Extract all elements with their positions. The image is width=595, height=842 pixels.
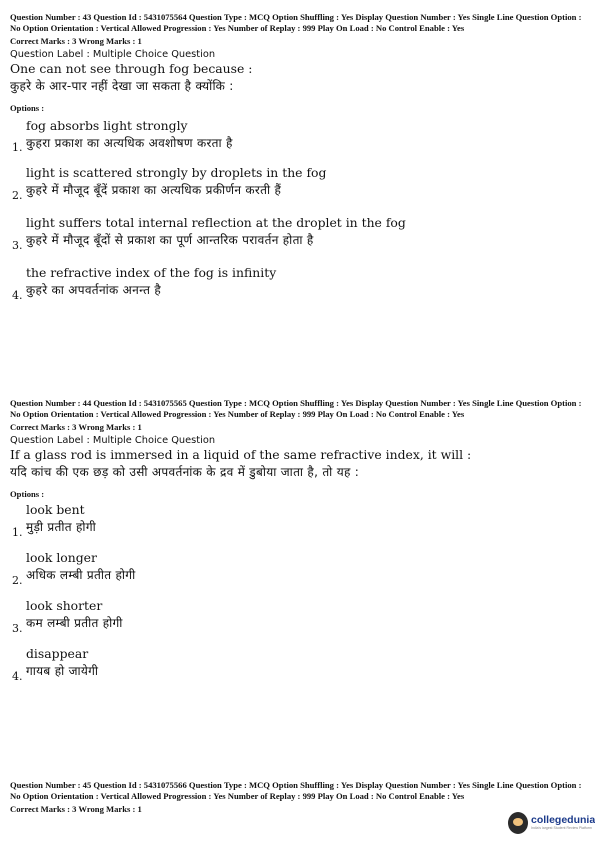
question-45 [10, 780, 585, 814]
options-label: Options : [10, 489, 45, 500]
option-text-hindi: मुड़ी प्रतीत होगी [26, 520, 96, 535]
option-number: 2. [12, 189, 23, 203]
option-text-english: look bent [26, 502, 85, 518]
option-4 [10, 646, 585, 684]
question-43 [10, 12, 585, 303]
logo-name: collegedunia [531, 814, 595, 826]
option-2 [10, 550, 585, 588]
option-text-hindi: कम लम्बी प्रतीत होगी [26, 616, 123, 631]
question-meta: Question Number : 45 Question Id : 5431075566 Question Type : MCQ Option Shuffling : Yes Display Question Number : Yes Single Line Question Option : No Option Orientation : Vertical Allowed Progression : Yes Number of Replay : 999 Play On Load : No Control Enable : Yes [10, 780, 582, 801]
option-text-english: the refractive index of the fog is infinity [26, 265, 277, 281]
option-text-hindi: कुहरे का अपवर्तनांक अनन्त है [26, 283, 161, 298]
option-3 [10, 215, 585, 253]
question-44 [10, 398, 585, 684]
question-meta: Question Number : 43 Question Id : 5431075564 Question Type : MCQ Option Shuffling : Yes Display Question Number : Yes Single Line Question Option : No Option Orientation : Vertical Allowed Progression : Yes Number of Replay : 999 Play On Load : No Control Enable : Yes [10, 12, 582, 33]
option-number: 3. [12, 239, 23, 253]
question-text-english: One can not see through fog because : [10, 61, 253, 77]
option-text-hindi: कुहरे में मौजूद बूँदों से प्रकाश का पूर्ण आन्तरिक परावर्तन होता है [26, 233, 314, 248]
question-marks: Correct Marks : 3 Wrong Marks : 1 [10, 36, 142, 47]
option-number: 3. [12, 622, 23, 636]
option-number: 1. [12, 526, 23, 540]
question-meta: Question Number : 44 Question Id : 5431075565 Question Type : MCQ Option Shuffling : Yes Display Question Number : Yes Single Line Question Option : No Option Orientation : Vertical Allowed Progression : Yes Number of Replay : 999 Play On Load : No Control Enable : Yes [10, 398, 582, 419]
option-text-english: look longer [26, 550, 97, 566]
question-text-hindi: यदि कांच की एक छड़ को उसी अपवर्तनांक के द्रव में डुबोया जाता है, तो यह : [10, 465, 360, 480]
option-1 [10, 502, 585, 540]
logo-text [531, 815, 595, 831]
option-number: 4. [12, 670, 23, 684]
options-label: Options : [10, 103, 45, 114]
option-text-english: light suffers total internal reflection at the droplet in the fog [26, 215, 406, 231]
question-marks: Correct Marks : 3 Wrong Marks : 1 [10, 422, 142, 433]
question-text-english: If a glass rod is immersed in a liquid of the same refractive index, it will : [10, 447, 472, 463]
option-text-hindi: अधिक लम्बी प्रतीत होगी [26, 568, 136, 583]
question-label: Question Label : Multiple Choice Question [10, 49, 216, 61]
collegedunia-logo [508, 810, 595, 836]
option-2 [10, 165, 585, 203]
student-mascot-icon [508, 812, 528, 834]
option-number: 1. [12, 141, 23, 155]
logo-tagline: India's largest Student Review Platform [531, 826, 592, 830]
option-text-hindi: गायब हो जायेगी [26, 664, 99, 679]
option-text-english: look shorter [26, 598, 103, 614]
option-3 [10, 598, 585, 636]
option-text-english: disappear [26, 646, 89, 662]
question-marks: Correct Marks : 3 Wrong Marks : 1 [10, 804, 142, 815]
question-label: Question Label : Multiple Choice Question [10, 435, 216, 447]
question-text-hindi: कुहरे के आर-पार नहीं देखा जा सकता है क्योंकि : [10, 79, 234, 94]
option-number: 2. [12, 574, 23, 588]
option-4 [10, 265, 585, 303]
option-text-english: fog absorbs light strongly [26, 118, 188, 134]
option-text-hindi: कुहरा प्रकाश का अत्यधिक अवशोषण करता है [26, 136, 233, 151]
option-text-hindi: कुहरे में मौजूद बूँदें प्रकाश का अत्यधिक प्रकीर्णन करती हैं [26, 183, 282, 198]
option-number: 4. [12, 289, 23, 303]
option-text-english: light is scattered strongly by droplets in the fog [26, 165, 327, 181]
option-1 [10, 118, 585, 155]
